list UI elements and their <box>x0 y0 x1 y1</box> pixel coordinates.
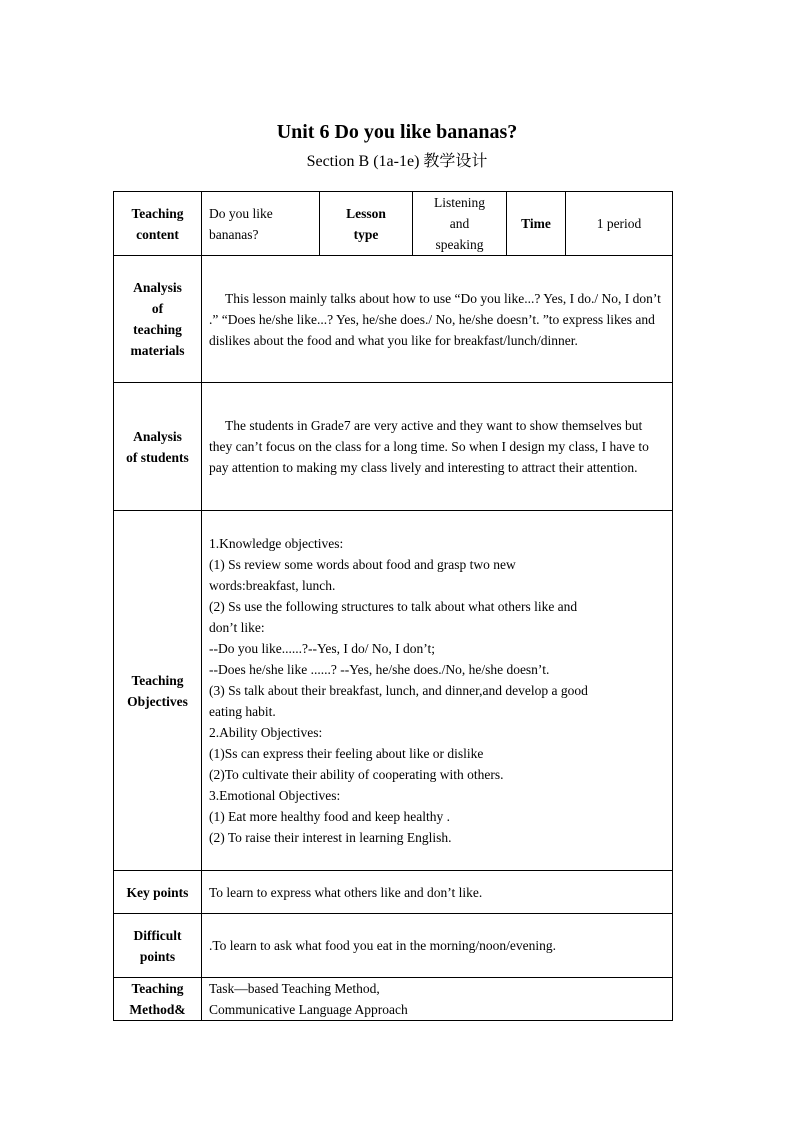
table-row <box>114 192 673 256</box>
table-row <box>114 383 673 511</box>
teaching-content-value: Do you like bananas? <box>202 192 320 256</box>
objective-line: (2) Ss use the following structures to talk about what others like and <box>209 599 578 614</box>
analysis-materials-label: Analysis of teaching materials <box>114 256 202 383</box>
lesson-type-value: Listening and speaking <box>413 192 507 256</box>
table-row <box>114 978 673 1021</box>
table-row <box>114 914 673 978</box>
difficult-points-label: Difficult points <box>114 914 202 978</box>
objective-line: (1) Ss review some words about food and grasp two new <box>209 557 516 572</box>
objective-line: (2)To cultivate their ability of cooperating with others. <box>209 767 504 782</box>
teaching-method-text: Task—based Teaching Method, Communicative Language Approach <box>202 978 673 1021</box>
objective-line: (3) Ss talk about their breakfast, lunch, and dinner,and develop a good <box>209 683 588 698</box>
table-row <box>114 871 673 914</box>
objective-line: (1)Ss can express their feeling about like or dislike <box>209 746 484 761</box>
difficult-points-text: .To learn to ask what food you eat in the morning/noon/evening. <box>202 914 673 978</box>
objective-line: don’t like: <box>209 620 265 635</box>
objective-line: --Do you like......?--Yes, I do/ No, I don’t; <box>209 641 435 656</box>
lesson-plan-table <box>113 191 673 1021</box>
objective-line: words:breakfast, lunch. <box>209 578 336 593</box>
objective-line: (1) Eat more healthy food and keep healthy . <box>209 809 451 824</box>
analysis-materials-text: This lesson mainly talks about how to use “Do you like...? Yes, I do./ No, I don’t .” “Does he/she like...? Yes, he/she does./ No, he/she doesn’t. ”to express likes and dislikes about the food and what you like for breakfast/lunch/dinner. <box>202 256 673 383</box>
objective-line: eating habit. <box>209 704 276 719</box>
objective-line: 1.Knowledge objectives: <box>209 536 344 551</box>
objective-line: 2.Ability Objectives: <box>209 725 323 740</box>
key-points-label: Key points <box>114 871 202 914</box>
key-points-text: To learn to express what others like and don’t like. <box>202 871 673 914</box>
objective-line: (2) To raise their interest in learning English. <box>209 830 452 845</box>
objective-line: 3.Emotional Objectives: <box>209 788 341 803</box>
table-row <box>114 511 673 871</box>
teaching-method-label: Teaching Method& <box>114 978 202 1021</box>
teaching-objectives-label: Teaching Objectives <box>114 511 202 871</box>
page-title: Unit 6 Do you like bananas? <box>276 121 518 143</box>
objective-line: --Does he/she like ......? --Yes, he/she does./No, he/she doesn’t. <box>209 662 550 677</box>
teaching-content-label: Teaching content <box>114 192 202 256</box>
page-subtitle: Section B (1a-1e) 教学设计 <box>306 153 488 170</box>
analysis-students-label: Analysis of students <box>114 383 202 511</box>
analysis-students-text: The students in Grade7 are very active and they want to show themselves but they can’t focus on the class for a long time. So when I design my class, I have to pay attention to making my class lively and interesting to attract their attention. <box>202 383 673 511</box>
teaching-objectives-text <box>202 511 673 871</box>
table-row <box>114 256 673 383</box>
time-value: 1 period <box>566 192 673 256</box>
time-label: Time <box>507 192 566 256</box>
lesson-type-label: Lesson type <box>320 192 413 256</box>
